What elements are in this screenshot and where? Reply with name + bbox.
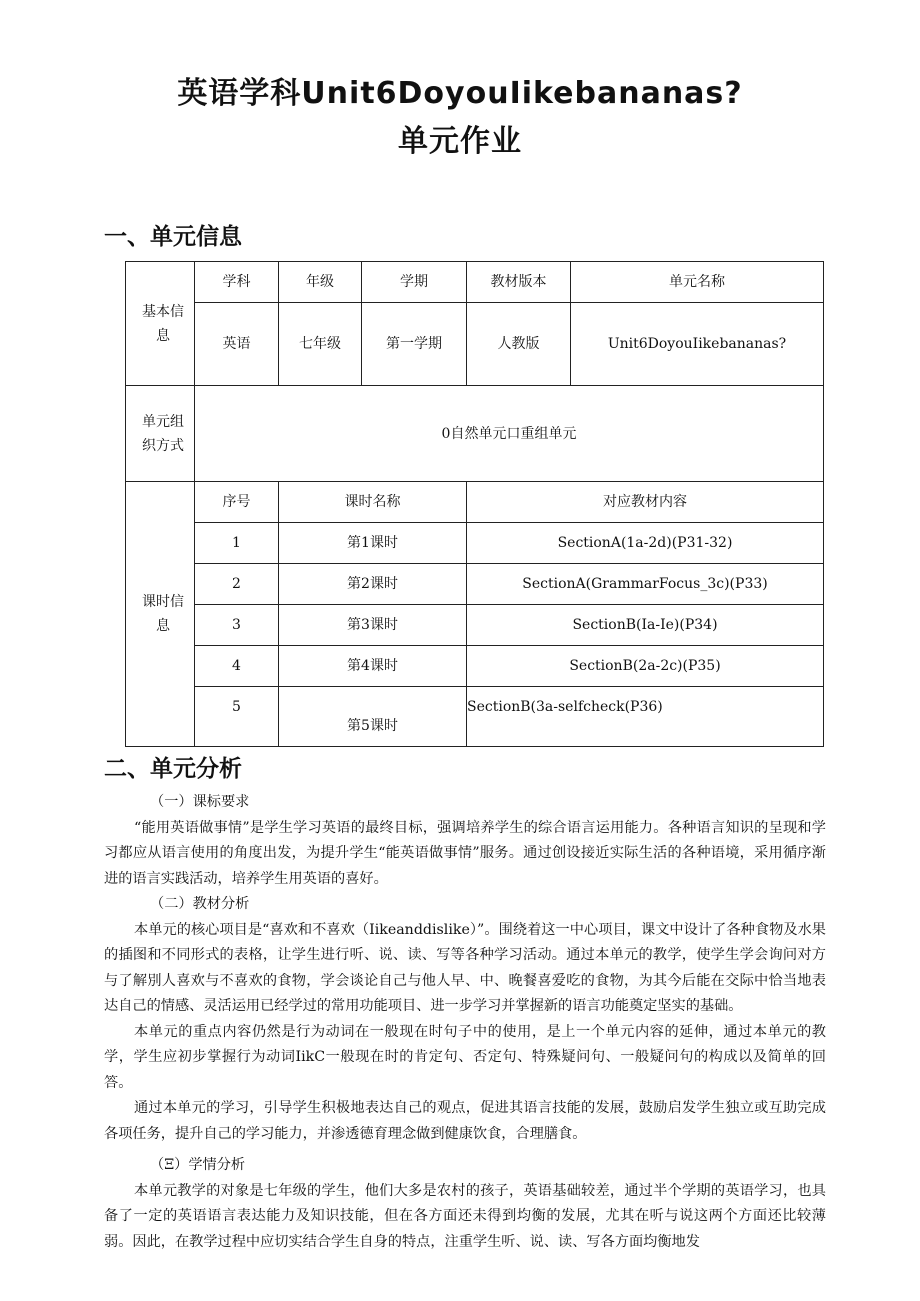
- table-row: [126, 564, 824, 605]
- table-row: [126, 303, 824, 386]
- paragraph: 本单元的重点内容仍然是行为动词在一般现在时句子中的使用，是上一个单元内容的延伸，通过本单元的教学，学生应初步掌握行为动词IikC一般现在时的肯定句、否定句、特殊疑问句、一般疑问句的构成以及简单的回答。: [104, 1023, 826, 1091]
- value-cell: 第一学期: [362, 303, 467, 386]
- lesson-name: 第2课时: [279, 564, 467, 605]
- paragraph: 本单元的核心项目是“喜欢和不喜欢（Iikeanddislike）”。围绕着这一中心项目，课文中设计了各种食物及水果的插图和不同形式的表格，让学生进行听、说、读、写等各种学习活动。通过本单元的教学，使学生学会询问对方与了解別人喜欢与不喜欢的食物，学会谈论自己与他人早、中、晚餐喜爱吃的食物，为其今后能在交际中恰当地表达自己的情感、灵活运用已经学过的常用功能项目、进一步学习并掌握新的语言功能奠定坚实的基础。: [104, 921, 826, 1014]
- header-cell: 课时名称: [279, 482, 467, 523]
- lesson-no: 5: [195, 687, 279, 747]
- header-cell: 学科: [195, 262, 279, 303]
- lesson-no: 1: [195, 523, 279, 564]
- org-mode-value: 0自然单元口重组单元: [195, 386, 824, 482]
- lesson-no: 2: [195, 564, 279, 605]
- table-row: [126, 687, 824, 747]
- value-cell: 人教版: [467, 303, 571, 386]
- table-row: [126, 646, 824, 687]
- header-cell: 对应教材内容: [467, 482, 824, 523]
- table-row: [126, 262, 824, 303]
- lesson-name: 第1课时: [279, 523, 467, 564]
- lesson-content: SectionA(1a-2d)(P31-32): [467, 523, 824, 564]
- lesson-content: SectionA(GrammarFocus_3c)(P33): [467, 564, 824, 605]
- paragraph: 通过本单元的学习，引导学生积极地表达自己的观点，促进其语言技能的发展，鼓励启发学生独立或互助完成各项任务，提升自己的学习能力，并渗透德育理念做到健康饮食，合理膳食。: [104, 1100, 826, 1142]
- value-cell: Unit6DoyouIikebananas?: [571, 303, 824, 386]
- table-row: [126, 482, 824, 523]
- lesson-content: SectionB(2a-2c)(P35): [467, 646, 824, 687]
- value-cell: 英语: [195, 303, 279, 386]
- lesson-info-label: 课时信息: [126, 482, 195, 747]
- subheading-curriculum: （一）课标要求: [150, 794, 250, 810]
- org-mode-label: 单元组织方式: [126, 386, 195, 482]
- table-row: [126, 386, 824, 482]
- lesson-content: SectionB(3a-selfcheck(P36): [467, 687, 824, 747]
- table-row: [126, 605, 824, 646]
- header-cell: 单元名称: [571, 262, 824, 303]
- basic-info-label: 基本信息: [126, 262, 195, 386]
- analysis-body: [104, 790, 826, 1255]
- table-row: [126, 523, 824, 564]
- lesson-no: 3: [195, 605, 279, 646]
- document-subtitle: 单元作业: [398, 124, 522, 159]
- unit-info-table: [125, 261, 824, 747]
- value-cell: 七年级: [279, 303, 362, 386]
- paragraph: “能用英语做事情”是学生学习英语的最终目标，强调培养学生的综合语言运用能力。各种语言知识的呈现和学习都应从语言使用的角度出发，为提升学生“能英语做事情”服务。通过创设接近实际生活的各种语境，采用循序渐进的语言实践活动，培养学生用英语的喜好。: [104, 819, 826, 887]
- paragraph: 本单元教学的对象是七年级的学生，他们大多是农村的孩子，英语基础较差，通过半个学期的英语学习，也具备了一定的英语语言表达能力及知识技能，但在各方面还未得到均衡的发展，尤其在听与说这两个方面还比较薄弱。因此，在教学过程中应切实结合学生自身的特点，注重学生听、说、读、写各方面均衡地发: [104, 1182, 826, 1250]
- header-cell: 年级: [279, 262, 362, 303]
- section-heading-unit-analysis: 二、单元分析: [104, 756, 242, 782]
- lesson-name: 第4课时: [279, 646, 467, 687]
- header-cell: 学期: [362, 262, 467, 303]
- lesson-name: 第5课时: [279, 687, 467, 747]
- subheading-students: （Ξ）学情分析: [150, 1157, 246, 1173]
- header-cell: 教材版本: [467, 262, 571, 303]
- lesson-name: 第3课时: [279, 605, 467, 646]
- lesson-content: SectionB(Ia-Ie)(P34): [467, 605, 824, 646]
- lesson-no: 4: [195, 646, 279, 687]
- header-cell: 序号: [195, 482, 279, 523]
- document-title: 英语学科Unit6DoyouIikebananas?: [177, 76, 743, 111]
- subheading-textbook: （二）教材分析: [150, 896, 250, 912]
- section-heading-unit-info: 一、单元信息: [104, 224, 242, 250]
